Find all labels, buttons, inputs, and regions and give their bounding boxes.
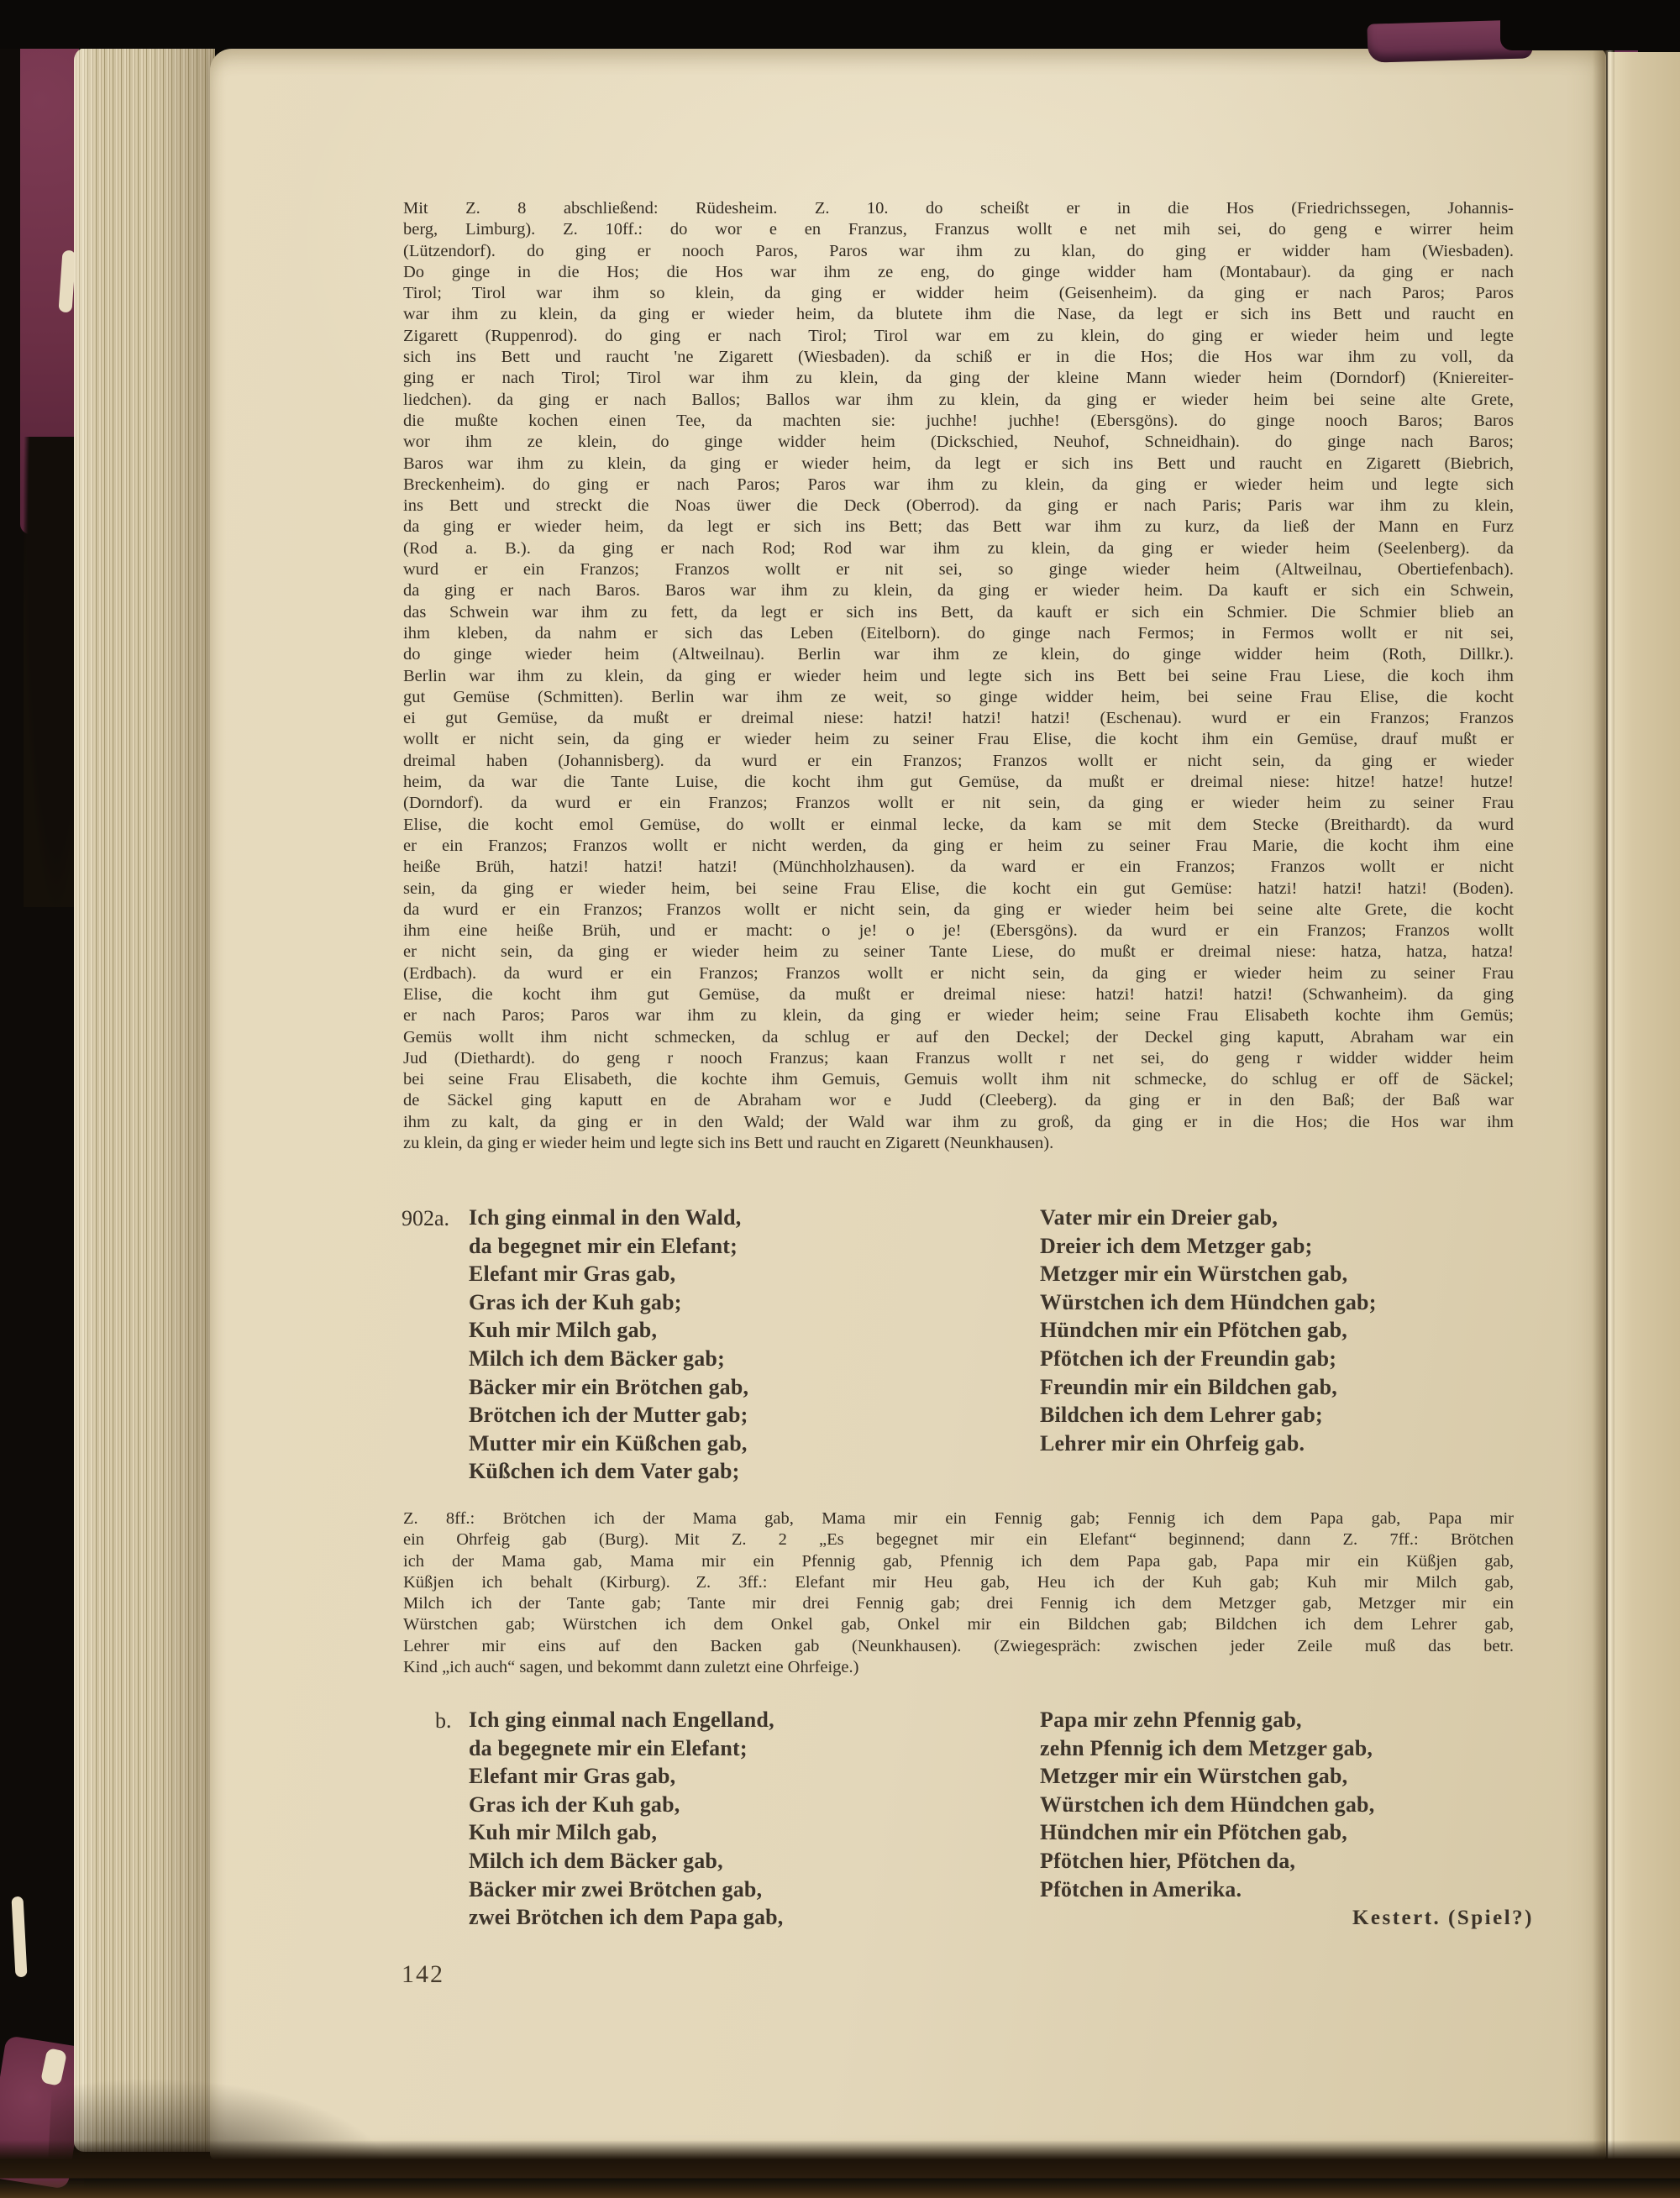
notes-line: Würstchen gab; Würstchen ich dem Onkel gab, Onkel mir ein Bildchen gab; Bildchen ich dem Lehrer gab, — [403, 1615, 1514, 1634]
notes-line: war ihm zu klein, da ging er wieder heim, da blutete ihm die Nase, da legt er sich ins Bett und raucht en — [403, 305, 1514, 324]
notes-line: ein Ohrfeig gab (Burg). Mit Z. 2 „Es begegnet mir ein Elefant“ beginnend; dann Z. 7ff.: Brötchen — [403, 1530, 1514, 1550]
verse-line: Lehrer mir ein Ohrfeig gab. — [1040, 1430, 1305, 1456]
notes-line: Jud (Diethardt). do geng r nooch Franzus; kaan Franzus wollt r net sei, do geng r widder widder heim — [403, 1048, 1514, 1068]
notes-line: dreimal haben (Johannisberg). da wurd er ein Franzos; Franzos wollt er nicht sein, da ging er wieder — [403, 751, 1514, 770]
notes-line: da ging er nach Baros. Baros war ihm zu klein, da ging er wieder heim. Da kauft er sich ein Schwein, — [403, 581, 1514, 601]
notes-line: Zigarett (Ruppenrod). do ging er nach Tirol; Tirol war em zu klein, do ging er wieder heim und legte — [403, 326, 1514, 345]
notes-line: ei gut Gemüse, da mußt er dreimal niese: hatzi! hatzi! hatzi! (Eschenau). wurd er ein Franzos; Franzos — [403, 709, 1514, 728]
verse-line: Mutter mir ein Küßchen gab, — [469, 1430, 748, 1456]
dialect-notes-paragraph — [403, 198, 1514, 1154]
verse-line: Milch ich dem Bäcker gab, — [469, 1848, 723, 1873]
notes-line: wor ihm ze klein, do ginge widder heim (Dickschied, Neuhof, Schneidhain). do ginge nach Baros; — [403, 433, 1514, 452]
notes-line: ging er nach Tirol; Tirol war ihm zu klein, da ging der kleine Mann wieder heim (Dorndorf) (Kniereiter- — [403, 369, 1514, 388]
notes-line: Milch ich der Tante gab; Tante mir drei Fennig gab; drei Fennig ich dem Metzger gab, Metzger mir ein — [403, 1594, 1514, 1613]
page-fold-crease — [1593, 50, 1614, 2159]
notes-line: Küßjen ich behalt (Kirburg). Z. 3ff.: Elefant mir Heu gab, Heu ich der Kuh gab; Kuh mir Milch gab, — [403, 1572, 1514, 1592]
notes-line: er ein Franzos; Franzos wollt er nicht werden, da ging er heim zu seiner Frau Marie, die kocht ihm eine — [403, 836, 1514, 855]
notes-line: gut Gemüse (Schmitten). Berlin war ihm ze weit, so ginge widder heim, bei seine Frau Elise, die kocht — [403, 687, 1514, 706]
verse-column-left — [469, 1204, 1006, 1486]
notes-line: die mußte kochen einen Tee, da machten sie: juchhe! juchhe! (Ebersgöns). do ginge nooch Baros; Baros — [403, 411, 1514, 430]
verse-line: Ich ging einmal in den Wald, — [469, 1205, 742, 1230]
notes-line: da wurd er ein Franzos; Franzos wollt er nicht sein, da ging er wieder heim bei seine alte Grete, die kocht — [403, 900, 1514, 919]
variant-notes-paragraph — [403, 1508, 1514, 1678]
notes-line: de Säckel ging kaputt en de Abraham wor e Judd (Cleeberg). da ging er in den Baß; der Baß war — [403, 1091, 1514, 1110]
notes-line: Breckenheim). do ging er nach Paros; Paros war ihm zu klein, da ging er wieder heim und legte sich — [403, 475, 1514, 494]
verse-line: zwei Brötchen ich dem Papa gab, — [469, 1905, 784, 1930]
verse-line: Ich ging einmal nach Engelland, — [469, 1708, 774, 1732]
notes-line: zu klein, da ging er wieder heim und legte sich ins Bett und raucht en Zigarett (Neunkhausen). — [403, 1134, 1054, 1153]
verse-line: Pfötchen hier, Pfötchen da, — [1040, 1848, 1296, 1873]
verse-line: Bildchen ich dem Lehrer gab; — [1040, 1403, 1323, 1428]
notes-line: Z. 8ff.: Brötchen ich der Mama gab, Mama mir ein Fennig gab; Fennig ich dem Papa gab, Papa mir — [403, 1509, 1514, 1528]
page-number: 142 — [402, 1960, 444, 1988]
verse-line: Gras ich der Kuh gab; — [469, 1289, 682, 1314]
notes-line: ins Bett und streckt die Noas üwer die Deck (Oberrod). da ging er nach Paris; Paris war ihm zu klein, — [403, 496, 1514, 516]
verse-line: Gras ich der Kuh gab, — [469, 1791, 680, 1817]
notes-line: heiße Brüh, hatzi! hatzi! hatzi! (Münchholzhausen). da ward er ein Franzos; Franzos wollt er nicht — [403, 858, 1514, 877]
verse-line: Kuh mir Milch gab, — [469, 1318, 658, 1343]
notes-line: Do ginge in die Hos; die Hos war ihm ze eng, do ginge widder ham (Montabaur). da ging er nach — [403, 262, 1514, 281]
notes-line: Elise, die kocht emol Gemüse, do wollt er einmal lecke, da kam se mit dem Stecke (Breithardt). da wurd — [403, 815, 1514, 834]
notes-line: Kind „ich auch“ sagen, und bekommt dann zuletzt eine Ohrfeige.) — [403, 1658, 859, 1677]
notes-line: heim, da war die Tante Luise, die kocht ihm gut Gemüse, da mußt er dreimal niese: hitze! hatze! hutze! — [403, 773, 1514, 792]
verse-line: Brötchen ich der Mutter gab; — [469, 1403, 748, 1428]
notes-line: ich der Mama gab, Mama mir ein Pfennig gab, Pfennig ich dem Papa gab, Papa mir ein Küßjen gab, — [403, 1551, 1514, 1571]
notes-line: do ginge wieder heim (Altweilnau). Berlin war ihm ze klein, do ginge widder heim (Roth, Dillkr.). — [403, 645, 1514, 664]
notes-line: (Erdbach). da wurd er ein Franzos; Franzos wollt er nicht sein, da ging er wieder heim zu seiner Frau — [403, 963, 1514, 983]
notes-line: das Schwein war ihm zu fett, da legt er sich ins Bett, da kauft er sich ein Schmier. Die Schmier blieb an — [403, 602, 1514, 622]
song-variant-label: b. — [435, 1708, 452, 1733]
verse-line: Hündchen mir ein Pfötchen gab, — [1040, 1820, 1347, 1845]
verse-line: Kuh mir Milch gab, — [469, 1820, 658, 1845]
source-attribution: Kestert. (Spiel?) — [1352, 1907, 1534, 1930]
notes-line: Lehrer mir eins auf den Backen gab (Neunkhausen). (Zwiegespräch: zwischen jeder Zeile muß das betr. — [403, 1636, 1514, 1655]
notes-line: Tirol; Tirol war ihm so klein, da ging er widder heim (Geisenheim). da ging er nach Paros; Paros — [403, 284, 1514, 303]
verse-line: Würstchen ich dem Hündchen gab, — [1040, 1791, 1375, 1817]
next-page-edge — [1608, 52, 1680, 2159]
verse-line: Dreier ich dem Metzger gab; — [1040, 1233, 1313, 1258]
verse-line: Bäcker mir ein Brötchen gab, — [469, 1374, 749, 1399]
notes-line: sein, da ging er wieder heim, bei seine Frau Elise, die kocht ein gut Gemüse: hatzi! hatzi! hatzi! (Boden). — [403, 879, 1514, 898]
notes-line: (Lützendorf). do ging er nooch Paros, Paros war ihm zu klan, do ging er widder ham (Wiesbaden). — [403, 241, 1514, 260]
notes-line: ihm zu kalt, da ging er in den Wald; der Wald war ihm zu groß, da ging er in die Hos; die Hos war ihm — [403, 1112, 1514, 1131]
notes-line: er nicht sein, da ging er wieder heim zu seiner Tante Liese, do mußt er dreimal niese: hatza, hatza, hatza! — [403, 942, 1514, 962]
notes-line: Gemüs wollt ihm nicht schmecken, da schlug er auf den Deckel; der Deckel ging kaputt, Abraham war ein — [403, 1027, 1514, 1047]
verse-line: zehn Pfennig ich dem Metzger gab, — [1040, 1735, 1373, 1760]
notes-line: da ging er wieder heim, da legt er sich ins Bett; das Bett war ihm zu kurz, da ließ der Mann en Furz — [403, 517, 1514, 537]
verse-line: Vater mir ein Dreier gab, — [1040, 1205, 1278, 1230]
verse-line: da begegnete mir ein Elefant; — [469, 1735, 748, 1760]
verse-line: Hündchen mir ein Pfötchen gab, — [1040, 1318, 1347, 1343]
verse-line: Metzger mir ein Würstchen gab, — [1040, 1262, 1348, 1287]
notes-line: liedchen). da ging er nach Ballos; Ballos war ihm zu klein, da ging er wieder heim bei seine alte Grete, — [403, 390, 1514, 409]
verse-line: Papa mir zehn Pfennig gab, — [1040, 1708, 1302, 1732]
notes-line: sich ins Bett und raucht 'ne Zigarett (Wiesbaden). da schiß er in die Hos; die Hos war ihm zu voll, da — [403, 348, 1514, 367]
notes-line: (Dorndorf). da wurd er ein Franzos; Franzos wollt er nit sein, da ging er wieder heim zu seiner Frau — [403, 794, 1514, 813]
song-number-label: 902a. — [402, 1206, 450, 1230]
page-stack-fore-edge — [74, 47, 215, 2152]
verse-line: Milch ich dem Bäcker gab; — [469, 1346, 725, 1371]
notes-line: wollt er nicht sein, da ging er wieder heim zu seiner Frau Elise, die kocht ihm ein Gemüse, drauf mußt er — [403, 730, 1514, 749]
book-page — [210, 49, 1606, 2160]
notes-line: ihm kleben, da nahm er sich das Leben (Eitelborn). do ginge nach Fermos; in Fermos wollt er nit sei, — [403, 623, 1514, 643]
notes-line: Elise, die kocht ihm gut Gemüse, da mußt er dreimal niese: hatzi! hatzi! hatzi! (Schwanheim). da ging — [403, 984, 1514, 1004]
verse-column-right — [1040, 1204, 1554, 1457]
notes-line: ihm eine heiße Brüh, und er macht: o je! o je! (Ebersgöns). da wurd er ein Franzos; Franzos wollt — [403, 921, 1514, 941]
verse-line: Pfötchen ich der Freundin gab; — [1040, 1346, 1337, 1371]
notes-line: bei seine Frau Elisabeth, die kochte ihm Gemuis, Gemuis wollt ihm nit schmecke, do schlug er off de Säckel; — [403, 1070, 1514, 1089]
verse-column-right — [1040, 1706, 1554, 1933]
verse-line: da begegnet mir ein Elefant; — [469, 1233, 738, 1258]
book-cover-left — [0, 0, 84, 2198]
notes-line: berg, Limburg). Z. 10ff.: do wor e en Franzus, Franzus wollt e net mih sei, do geng e wirrer heim — [403, 220, 1514, 239]
notes-line: Mit Z. 8 abschließend: Rüdesheim. Z. 10. do scheißt er in die Hos (Friedrichssegen, Johannis- — [403, 199, 1514, 218]
worn-paper-chip — [11, 1896, 27, 1978]
verse-line: Freundin mir ein Bildchen gab, — [1040, 1374, 1337, 1399]
verse-line: Küßchen ich dem Vater gab; — [469, 1459, 740, 1484]
verse-lines — [1040, 1706, 1554, 1903]
verse-line: Elefant mir Gras gab, — [469, 1764, 676, 1789]
verse-line: Metzger mir ein Würstchen gab, — [1040, 1764, 1348, 1789]
notes-line: Berlin war ihm zu klein, da ging er wieder heim und legte sich ins Bett bei seine Frau Liese, die koch ihm — [403, 666, 1514, 685]
verse-line: Würstchen ich dem Hündchen gab; — [1040, 1289, 1377, 1314]
verse-column-left — [469, 1706, 1006, 1932]
notes-line: (Rod a. B.). da ging er nach Rod; Rod war ihm zu klein, da ging er wieder heim (Seelenberg). da — [403, 538, 1514, 558]
notes-line: wurd er ein Franzos; Franzos wollt er nit sei, so ginge wieder heim (Altweilnau, Obertiefenbach). — [403, 560, 1514, 580]
verse-line: Bäcker mir zwei Brötchen gab, — [469, 1876, 763, 1902]
notes-line: er nach Paros; Paros war ihm zu klein, da ging er wieder heim; seine Frau Elisabeth kochte ihm Gemüs; — [403, 1006, 1514, 1026]
verse-line: Pfötchen in Amerika. — [1040, 1876, 1242, 1902]
verse-line: Elefant mir Gras gab, — [469, 1262, 676, 1287]
book-cover-bottom-edge — [0, 2140, 1680, 2198]
notes-line: Baros war ihm zu klein, da ging er wieder heim, da legt er sich ins Bett und raucht en Zigarett (Biebrich, — [403, 454, 1514, 473]
